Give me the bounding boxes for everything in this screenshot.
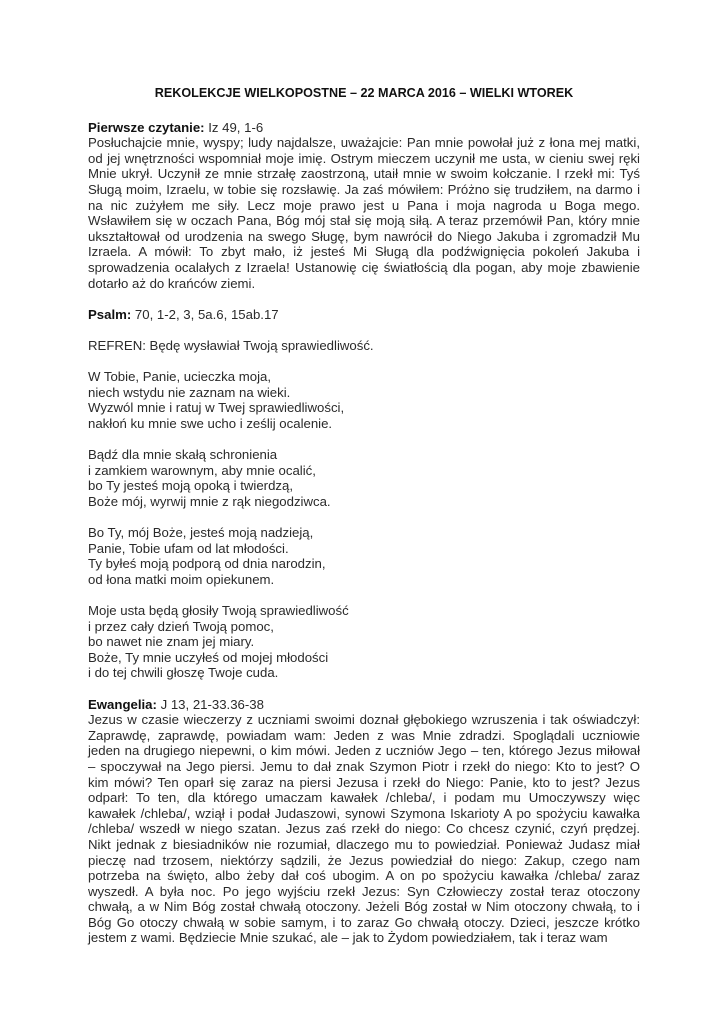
first-reading-text [88,135,640,291]
gospel-line: pieczę nad trzosem, niektórzy sądzili, że Jezus powiedział do niego: Zakup, czego nam [88,852,640,868]
psalm-verse-line: bo nawet nie znam jej miary. [88,634,255,650]
first-reading-line: Wsławiłem się w oczach Pana, Bóg mój stał się moją siłą. A teraz przemówił Pan, który mnie [88,213,640,229]
gospel-reference: J 13, 21-33.36-38 [160,696,264,712]
first-reading-line: ukształtował od urodzenia na swego Sługę, bym nawrócił do Niego Jakuba i zgromadził Mu [88,228,640,244]
gospel-line: chwałą, a w Nim Bóg został chwałą otoczony. Jeżeli Bóg został w Nim otoczony chwałą, to i [88,899,640,915]
first-reading-line: dotarło aż do krańców ziemi. [88,275,256,291]
gospel-line: kim mówi? Ten oparł się zaraz na piersi Jezusa i rzekł do Niego: Panie, kto to jest? Jezus [88,774,640,790]
psalm-verse-line: Bądź dla mnie skałą schronienia [88,447,278,463]
gospel-text [88,712,640,946]
psalm-heading [88,307,640,323]
psalm-stanza [88,525,640,587]
first-reading-line: Posłuchajcie mnie, wyspy; ludy najdalsze, uważajcie: Pan mnie powołał już z łona mej matki, [88,135,640,151]
first-reading-line: na nic zużyłem me siły. Lecz moje prawo jest u Pana i moja nagroda u Boga mego. [88,197,640,213]
gospel-line: Jezus w czasie wieczerzy z uczniami swoimi doznał głębokiego wzruszenia i tak oświadczył: [88,712,640,728]
psalm-verse-line: Panie, Tobie ufam od lat młodości. [88,540,289,556]
gospel-heading [88,697,640,713]
gospel-line: kawałek /chleba/, wziął i podał Judaszowi, synowi Szymona Iskarioty A po spożyciu kawałka [88,805,640,821]
psalm-stanza [88,603,640,681]
psalm-verse-line: Moje usta będą głosiły Twoją sprawiedliwość [88,603,349,618]
psalm-refrain: REFREN: Będę wysławiał Twoją sprawiedliwość. [88,337,374,353]
psalm-reference: 70, 1-2, 3, 5a.6, 15ab.17 [134,306,279,322]
gospel-line: Nikt jednak z biesiadników nie rozumiał, dlaczego mu to powiedział. Ponieważ Judasz miał [88,836,640,852]
gospel-line: Zaprawdę, zaprawdę, powiadam wam: Jeden z was Mnie zdradzi. Spoglądali uczniowie [88,727,640,743]
psalm-verse-line: W Tobie, Panie, ucieczka moja, [88,369,272,385]
psalm-stanza [88,369,640,431]
psalm-verse-line: Boże mój, wyrwij mnie z rąk niegodziwca. [88,493,331,509]
first-reading-line: Sługą moim, Izraelu, w tobie się rozsławię. Ja zaś mówiłem: Próżno się trudziłem, na darmo i [88,181,640,197]
gospel-label: Ewangelia: [88,696,157,712]
gospel-line: – spoczywał na Jego piersi. Jemu to dał znak Szymon Piotr i rzekł do niego: Kto to jest? O [88,758,640,774]
gospel-line: odparł: To ten, dla którego umaczam kawałek /chleba/, i podam mu Umoczywszy więc [88,790,640,806]
psalm-verse-line: i zamkiem warownym, aby mnie ocalić, [88,462,316,478]
psalm-verse-line: niech wstydu nie zaznam na wieki. [88,384,291,400]
psalm-verse-line: Wyzwól mnie i ratuj w Twej sprawiedliwości, [88,400,345,416]
psalm-verse-line: i przez cały dzień Twoją pomoc, [88,618,274,634]
gospel-line: /chleba/ wszedł w niego szatan. Jezus zaś rzekł do niego: Co chcesz czynić, czyń prędzej. [88,821,640,837]
psalm-label: Psalm: [88,306,132,322]
psalm-verse-line: od łona matki moim opiekunem. [88,571,275,587]
gospel-line: Bóg Go otoczy chwałą w sobie samym, i to zaraz Go chwałą otoczy. Dzieci, jeszcze krótko [88,914,640,930]
document-page [88,86,640,946]
first-reading-line: Izraela. A mówił: To zbyt mało, iż jesteś Mi Sługą dla podźwignięcia pokoleń Jakuba i [88,244,640,260]
first-reading-line: Mnie ukrył. Uczynił ze mnie strzałę zaostrzoną, utaił mnie w swoim kołczanie. I rzekł mi: Tyś [88,166,640,182]
document-title: REKOLEKCJE WIELKOPOSTNE – 22 MARCA 2016 – WIELKI WTOREK [154,86,574,100]
gospel-line: jestem z wami. Będziecie Mnie szukać, ale – jak to Żydom powiedziałem, tak i teraz wam [88,930,608,946]
psalm-verse-line: Boże, Ty mnie uczyłeś od mojej młodości [88,649,329,665]
psalm-stanza [88,447,640,509]
first-reading-reference: Iz 49, 1-6 [208,119,264,135]
first-reading-line: sprowadzenia ocalałych z Izraela! Ustanowię cię światłością dla pogan, aby moje zbawienie [88,259,640,275]
psalm-stanzas [88,354,640,681]
first-reading-heading [88,120,640,136]
gospel-line: potrzeba na święto, albo żeby dał coś ubogim. A on po spożyciu kawałka /chleba/ zaraz [88,868,640,884]
first-reading-label: Pierwsze czytanie: [88,119,205,135]
psalm-verse-line: Ty byłeś moją podporą od dnia narodzin, [88,556,326,572]
gospel-line: wyszedł. A była noc. Po jego wyjściu rzekł Jezus: Syn Człowieczy został teraz otoczony [88,883,640,899]
psalm-verse-line: bo Ty jesteś moją opoką i twierdzą, [88,478,293,494]
psalm-verse-line: nakłoń ku mnie swe ucho i ześlij ocalenie. [88,415,333,431]
first-reading-line: od jej wnętrzności wspomniał moje imię. Ostrym mieczem uczynił me usta, w cieniu swej ręki [88,150,640,166]
gospel-line: jeden na drugiego niepewni, o kim mówi. Jeden z uczniów Jego – ten, którego Jezus miłował [88,743,640,759]
psalm-verse-line: Bo Ty, mój Boże, jesteś moją nadzieją, [88,525,314,541]
psalm-verse-line: i do tej chwili głoszę Twoje cuda. [88,665,279,681]
